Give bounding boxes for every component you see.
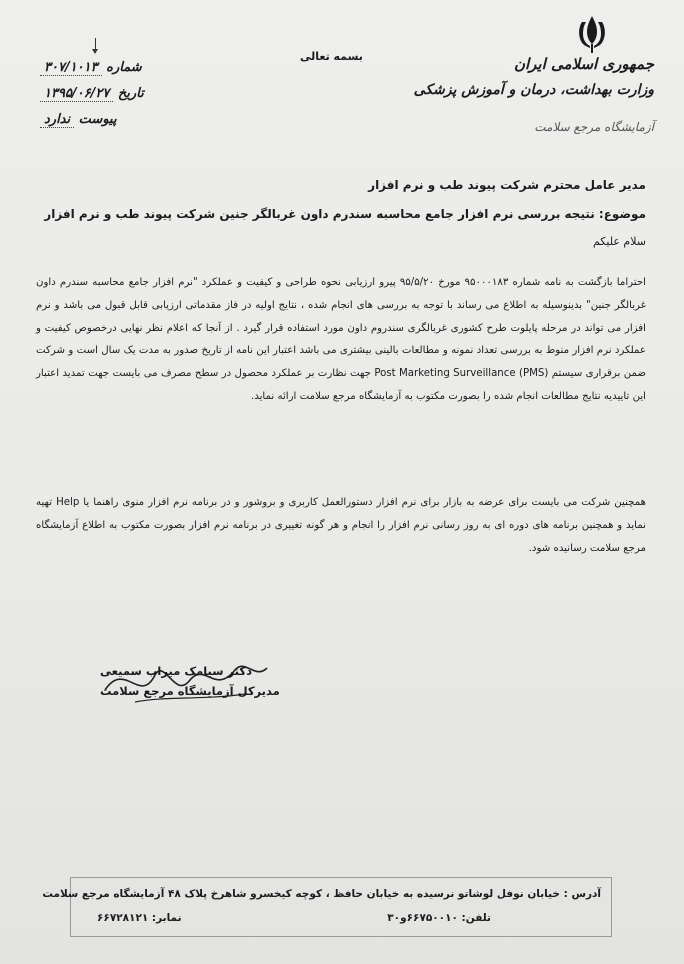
date-label: تاریخ — [117, 86, 144, 101]
signer-name: دکتر سیامک میراب سمیعی — [100, 664, 252, 678]
pen-mark — [95, 38, 96, 52]
letter-number-row — [40, 60, 142, 75]
attachment-value: ندارد — [40, 112, 74, 128]
letter-date-row — [40, 86, 144, 101]
ministry-line-2: وزارت بهداشت، درمان و آموزش پزشکی — [413, 82, 654, 98]
footer-phone: تلفن: ۶۶۷۵۰۰۱۰و۳۰ — [387, 912, 491, 924]
ministry-line-3: آزمایشگاه مرجع سلامت — [534, 120, 654, 134]
greeting: سلام علیکم — [592, 235, 646, 248]
body-paragraph-2 — [36, 492, 646, 560]
iran-emblem-icon — [575, 14, 609, 54]
paragraph-1-text: احتراما بازگشت به نامه شماره ۹۵۰۰۰۱۸۳ مورخ ۹۵/۵/۲۰ پیرو ارزیابی نحوه طراحی و کیفیت و عملکرد "نرم افزار جامع محاسبه سندرم داون غربالگر جنین" بدینوسیله به اطلاع می رساند با توجه به بررسی های انجام شده ، نتایج اولیه در فاز مقدماتی ارزیابی قابل قبول می باشد و نرم افزار می تواند در مرحله پایلوت طرح کشوری غربالگری سندروم داون مورد استفاده قرار گیرد . از آنجا که اعلام نظر نهایی درخصوص کیفیت و عملکرد نرم افزار منوط به بررسی تعداد نمونه و مطالعات بالینی بیشتری می باشد اعتبار این نامه از تاریخ صدور به مدت یک سال است و شرکت ضمن برقراری سیستم Post Marketing Surveillance (PMS) جهت نظارت بر عملکرد محصول در سطح مصرف می بایست جهت تمدید اعتبار این تاییدیه نتایج مطالعات انجام شده را بصورت مکتوب به آزمایشگاه مرجع سلامت ارائه نماید. — [36, 277, 647, 402]
recipient-line: مدیر عامل محترم شرکت پیوند طب و نرم افزار — [368, 178, 646, 192]
footer-address: آدرس : خیابان نوفل لوشاتو نرسیده به خیابان حافظ ، کوچه کیخسرو شاهرخ پلاک ۴۸ آزمایشگاه مرجع سلامت — [42, 888, 601, 900]
number-label: شماره — [106, 60, 142, 75]
number-value: ۳۰۷/۱۰۱۳ — [40, 60, 102, 76]
body-paragraph-1 — [36, 272, 646, 409]
ministry-line-1: جمهوری اسلامی ایران — [513, 55, 654, 73]
date-value: ۱۳۹۵/۰۶/۲۷ — [40, 86, 113, 102]
subject-line: موضوع: نتیجه بررسی نرم افزار جامع محاسبه سندرم داون غربالگر جنین شرکت پیوند طب و نرم افزار — [44, 207, 646, 221]
letter-attachment-row — [40, 112, 117, 127]
footer-fax: نمابر: ۶۶۷۲۸۱۲۱ — [97, 912, 182, 924]
footer-box — [42, 877, 612, 937]
basmala: بسمه تعالی — [300, 50, 363, 63]
attachment-label: پیوست — [78, 112, 117, 127]
signer-title: مدیرکل آزمایشگاه مرجع سلامت — [100, 684, 280, 698]
paragraph-2-text: همچنین شرکت می بایست برای عرضه به بازار برای نرم افزار دستورالعمل کاربری و بروشور و در برنامه نرم افزار منوی راهنما یا Help تهیه نماید و همچنین برنامه های دوره ای به روز رسانی نرم افزار را انجام و هر گونه تغییری در برنامه نرم افزار بصورت مکتوب به اطلاع آزمایشگاه مرجع سلامت رسانیده شود. — [36, 497, 646, 554]
handwritten-signature — [95, 650, 275, 710]
